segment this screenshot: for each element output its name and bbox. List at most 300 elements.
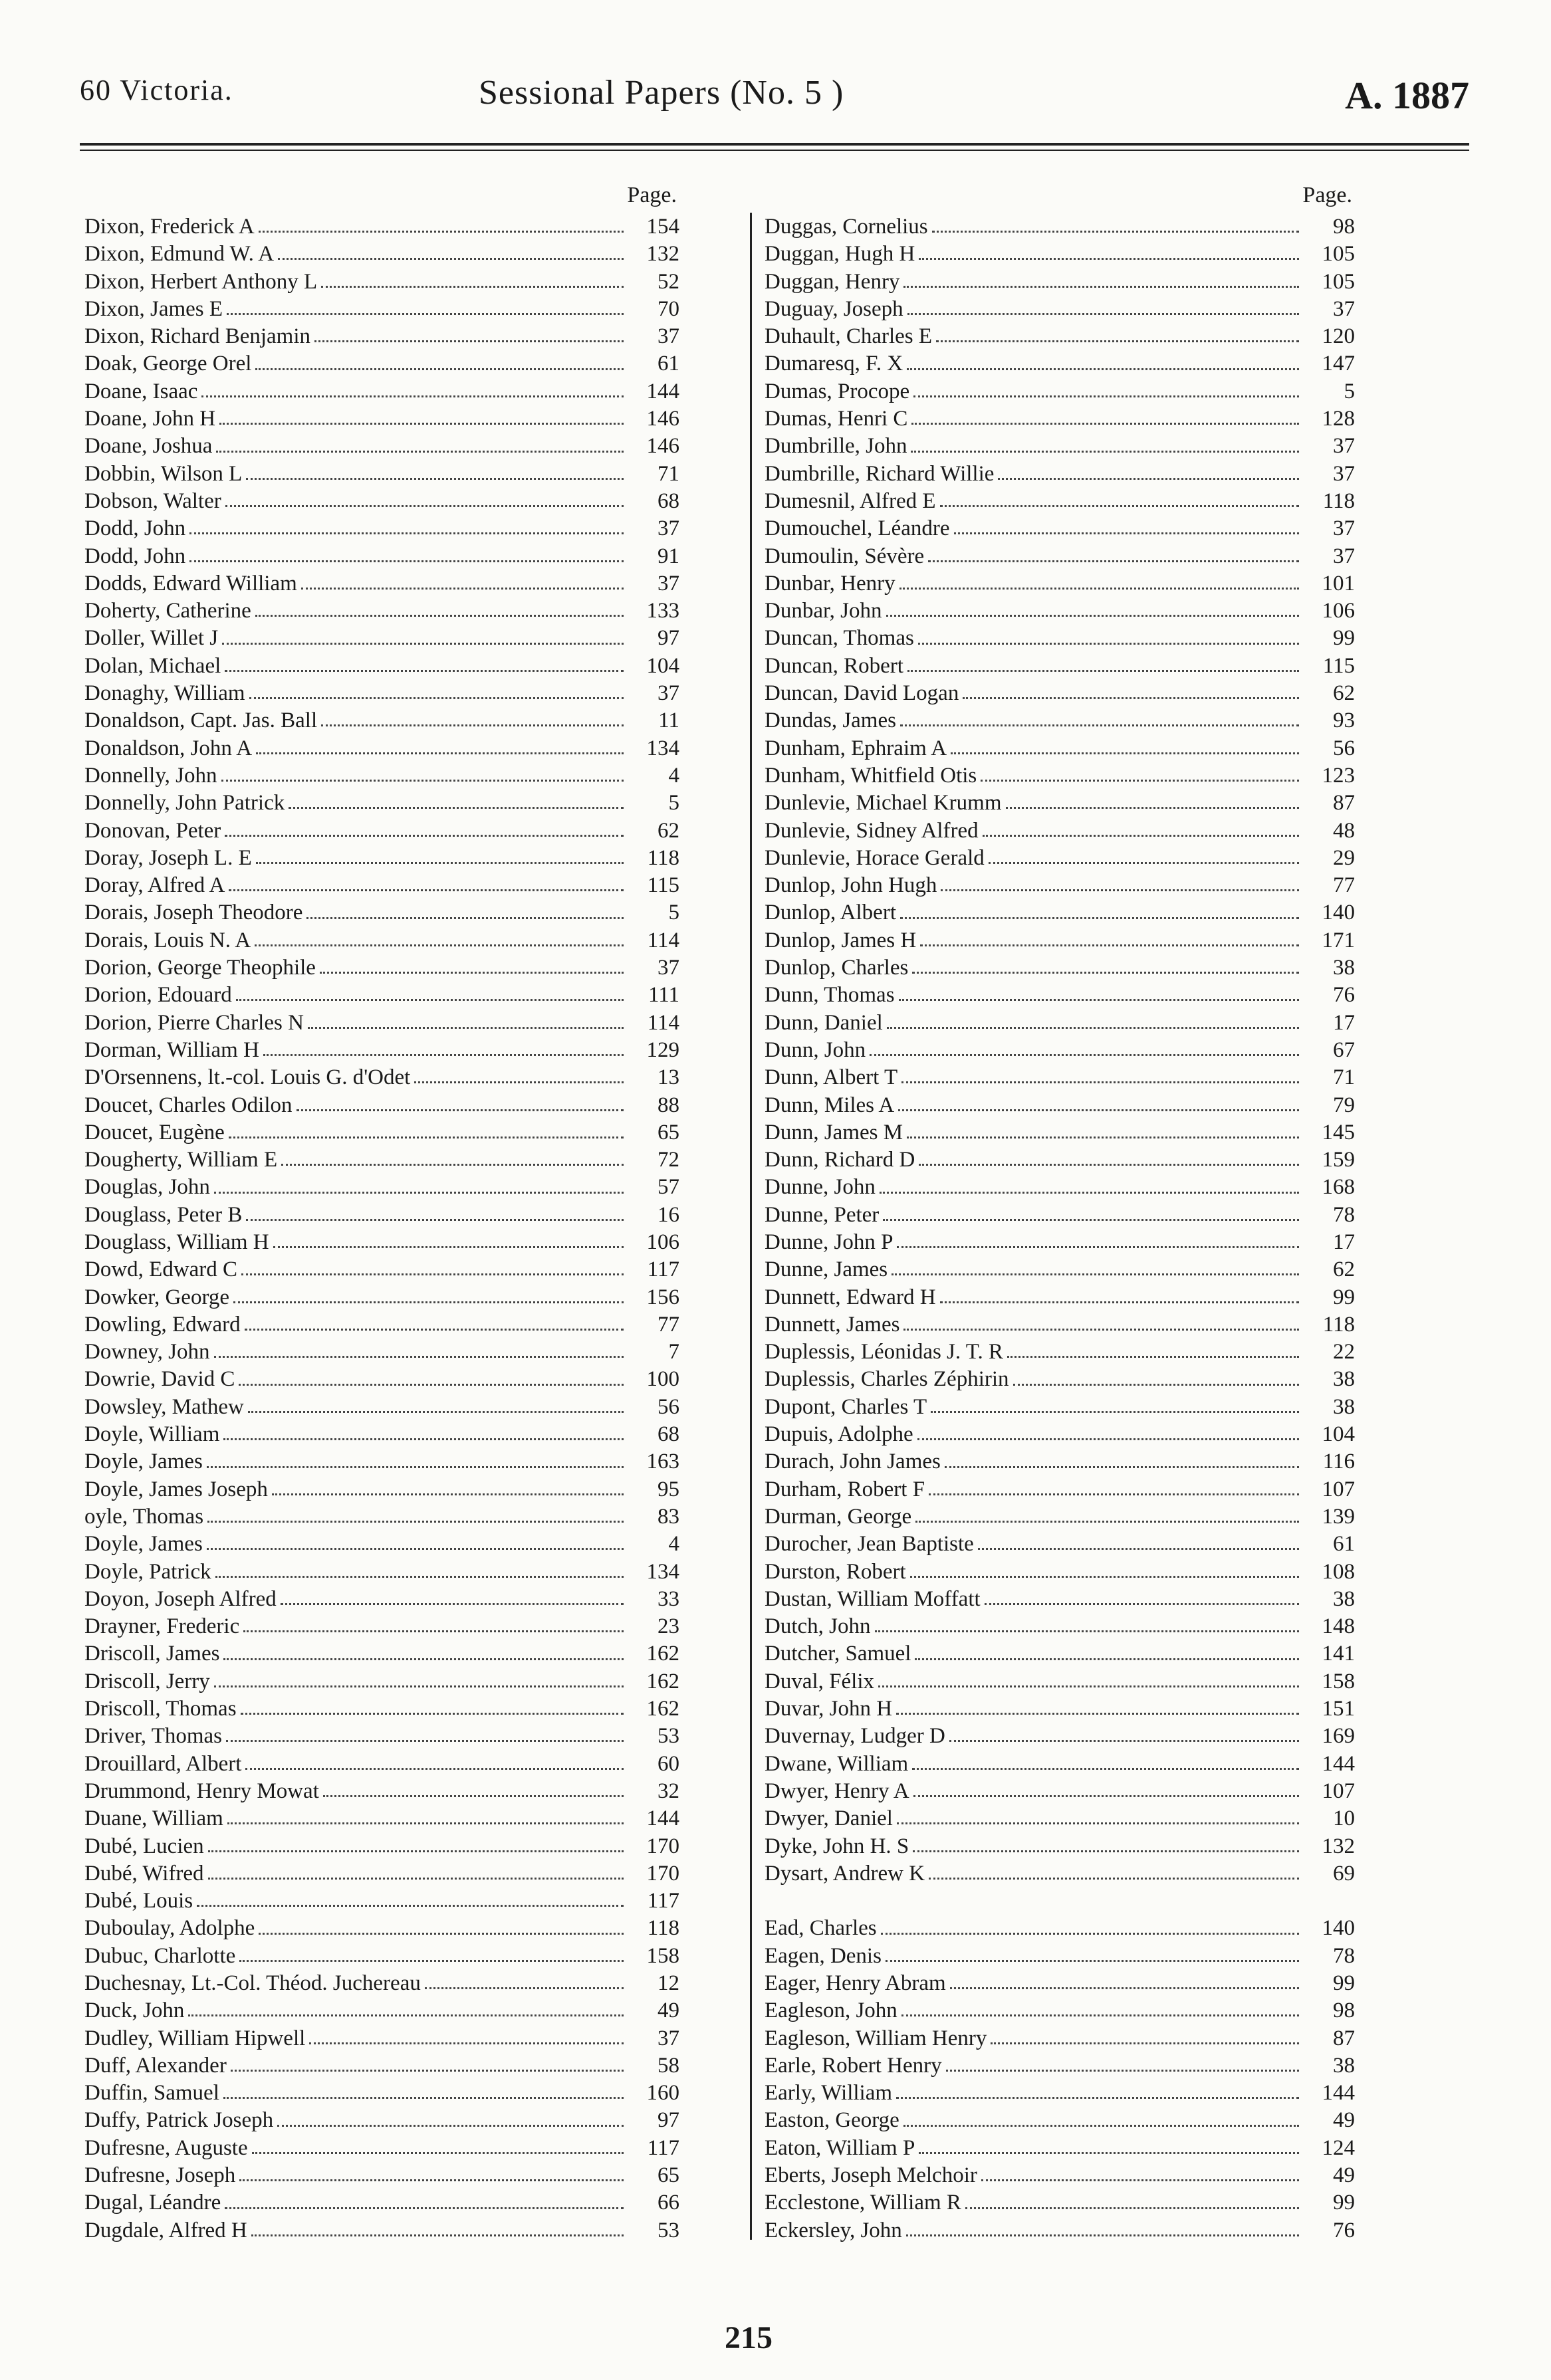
entry-name: Doucet, Eugène — [84, 1120, 225, 1144]
index-entry — [84, 2189, 679, 2217]
entry-page: 100 — [646, 1367, 679, 1392]
entry-name: Dunlop, Albert — [765, 901, 896, 925]
dot-leader — [245, 1768, 624, 1770]
dot-leader — [189, 560, 624, 562]
entry-name: Dunn, Daniel — [765, 1010, 883, 1035]
entry-name: Dowsley, Mathew — [84, 1394, 244, 1419]
index-entry — [84, 1229, 679, 1256]
dot-leader — [883, 1219, 1299, 1221]
dot-leader — [188, 2014, 624, 2016]
entry-name: Dumas, Procope — [765, 379, 910, 403]
entry-name: Duchesnay, Lt.-Col. Théod. Juchereau — [84, 1971, 421, 1995]
dot-leader — [207, 1521, 624, 1523]
entry-name: Dwane, William — [765, 1751, 909, 1776]
entry-name: Dwyer, Henry A — [765, 1779, 909, 1803]
index-entry — [765, 927, 1355, 954]
entry-page: 17 — [1333, 1010, 1355, 1035]
index-entry — [765, 707, 1355, 734]
dot-leader — [907, 670, 1299, 672]
dot-leader — [910, 1576, 1299, 1578]
entry-name: Ecclestone, William R — [765, 2191, 961, 2215]
dot-leader — [913, 1795, 1299, 1797]
dot-leader — [897, 1246, 1299, 1248]
index-entry — [765, 1064, 1355, 1091]
page-column-heading: Page. — [627, 183, 677, 207]
entry-name: Eberts, Joseph Melchoir — [765, 2163, 977, 2188]
entry-page: 76 — [1333, 2218, 1355, 2242]
entry-name: Dolan, Michael — [84, 653, 221, 678]
index-entry — [84, 1339, 679, 1366]
dot-leader — [207, 1466, 624, 1468]
index-entry — [84, 570, 679, 597]
index-entry — [84, 1064, 679, 1091]
index-entry — [84, 1695, 679, 1723]
entry-page: 5 — [1344, 379, 1355, 403]
entry-page: 97 — [657, 2108, 679, 2133]
index-entry — [84, 1311, 679, 1339]
entry-name: Dubé, Wifred — [84, 1861, 204, 1886]
index-entry — [765, 1778, 1355, 1805]
entry-name: Dupuis, Adolphe — [765, 1422, 913, 1447]
entry-name: Dunn, James M — [765, 1120, 903, 1144]
dot-leader — [221, 780, 624, 782]
entry-page: 29 — [1333, 845, 1355, 870]
entry-page: 37 — [1333, 296, 1355, 321]
header-rule-thin — [80, 150, 1469, 151]
index-entry — [765, 543, 1355, 570]
entry-page: 133 — [646, 599, 679, 623]
index-entry — [84, 2135, 679, 2162]
index-entry — [765, 2025, 1355, 2052]
dot-leader — [223, 1438, 624, 1440]
entry-name: Dorais, Joseph Theodore — [84, 901, 303, 925]
index-entry — [84, 405, 679, 433]
index-entry — [84, 1778, 679, 1805]
entry-page: 144 — [646, 379, 679, 403]
dot-leader — [216, 451, 624, 453]
entry-name: Duhault, Charles E — [765, 324, 933, 349]
dot-leader — [255, 368, 624, 370]
dot-leader — [940, 505, 1299, 507]
index-entry — [84, 845, 679, 872]
entry-name: Durham, Robert F — [765, 1477, 925, 1501]
entry-page: 62 — [1333, 681, 1355, 706]
dot-leader — [998, 478, 1299, 480]
entry-name: Dixon, Herbert Anthony L — [84, 269, 318, 294]
index-entry — [84, 2025, 679, 2052]
dot-leader — [246, 1219, 624, 1221]
entry-page: 65 — [657, 1120, 679, 1144]
dot-leader — [255, 615, 624, 617]
entry-name: Eager, Henry Abram — [765, 1971, 946, 1995]
dot-leader — [907, 368, 1299, 370]
entry-page: 65 — [657, 2163, 679, 2188]
entry-name: Dixon, James E — [84, 296, 223, 321]
entry-name: Durman, George — [765, 1504, 912, 1529]
index-entry — [765, 2189, 1355, 2217]
dot-leader — [233, 1301, 624, 1303]
entry-page: 158 — [1322, 1669, 1355, 1693]
index-entry — [84, 1174, 679, 1201]
dot-leader — [321, 724, 624, 726]
index-entry — [84, 433, 679, 460]
index-entry — [765, 1146, 1355, 1174]
entry-name: Donaldson, Capt. Jas. Ball — [84, 708, 318, 733]
index-entry — [765, 1311, 1355, 1339]
entry-page: 77 — [1333, 873, 1355, 898]
index-entry — [84, 1421, 679, 1448]
dot-leader — [272, 1493, 624, 1495]
index-entry — [84, 241, 679, 268]
index-entry — [84, 954, 679, 982]
entry-name: Dunlop, Charles — [765, 956, 909, 980]
entry-page: 148 — [1322, 1614, 1355, 1639]
entry-page: 62 — [657, 818, 679, 843]
entry-name: Early, William — [765, 2081, 893, 2106]
dot-leader — [946, 2070, 1299, 2072]
index-entry — [765, 515, 1355, 542]
dot-leader — [920, 944, 1299, 946]
entry-page: 58 — [657, 2053, 679, 2078]
entry-name: Dutch, John — [765, 1614, 871, 1639]
entry-name: Dodd, John — [84, 544, 186, 568]
entry-name: Duck, John — [84, 1999, 185, 2023]
dot-leader — [906, 2234, 1299, 2236]
entry-name: Duff, Alexander — [84, 2053, 227, 2078]
dot-leader — [900, 724, 1299, 726]
entry-page: 38 — [1333, 956, 1355, 980]
entry-name: Dunlevie, Sidney Alfred — [765, 818, 979, 843]
entry-page: 95 — [657, 1477, 679, 1501]
entry-name: Dwyer, Daniel — [765, 1806, 893, 1831]
index-entry — [84, 1448, 679, 1475]
entry-page: 101 — [1322, 571, 1355, 595]
entry-page: 97 — [657, 626, 679, 651]
entry-name: Durston, Robert — [765, 1559, 906, 1584]
entry-page: 37 — [657, 956, 679, 980]
entry-name: Downey, John — [84, 1340, 210, 1364]
dot-leader — [919, 258, 1299, 260]
dot-leader — [256, 862, 624, 864]
entry-page: 106 — [1322, 599, 1355, 623]
index-entry — [84, 1037, 679, 1064]
entry-name: Duffin, Samuel — [84, 2081, 219, 2106]
index-entry — [765, 269, 1355, 296]
entry-name: Douglass, Peter B — [84, 1202, 243, 1227]
entry-page: 105 — [1322, 269, 1355, 294]
entry-name: Dunlop, James H — [765, 928, 917, 952]
entry-name: Dunnett, James — [765, 1312, 900, 1337]
dot-leader — [919, 2152, 1299, 2154]
entry-name: Dodd, John — [84, 516, 186, 541]
entry-page: 49 — [657, 1999, 679, 2023]
entry-name: Donovan, Peter — [84, 818, 221, 843]
entry-name: Doyle, James — [84, 1532, 203, 1557]
index-entry — [765, 597, 1355, 625]
dot-leader — [320, 972, 624, 974]
entry-page: 49 — [1333, 2108, 1355, 2133]
index-entry — [84, 1860, 679, 1888]
dot-leader — [912, 1768, 1299, 1770]
entry-page: 76 — [1333, 983, 1355, 1008]
entry-page: 151 — [1322, 1697, 1355, 1721]
entry-name: Dorais, Louis N. A — [84, 928, 251, 952]
index-entry — [84, 1970, 679, 1997]
dot-leader — [928, 560, 1299, 562]
dot-leader — [273, 1246, 624, 1248]
entry-page: 32 — [657, 1779, 679, 1803]
dot-leader — [219, 423, 624, 425]
dot-leader — [229, 889, 624, 891]
dot-leader — [208, 1850, 624, 1852]
dot-leader — [1013, 1384, 1299, 1386]
entry-name: Doray, Joseph L. E — [84, 845, 252, 870]
index-entry — [84, 680, 679, 707]
entry-name: Dufresne, Joseph — [84, 2163, 236, 2188]
entry-page: 140 — [1322, 1916, 1355, 1941]
entry-name: Doyle, Patrick — [84, 1559, 211, 1584]
index-entry — [765, 1448, 1355, 1475]
dot-leader — [249, 697, 624, 699]
dot-leader — [932, 231, 1299, 233]
entry-name: Drouillard, Albert — [84, 1751, 242, 1776]
index-entry — [84, 2162, 679, 2189]
entry-page: 78 — [1333, 1202, 1355, 1227]
entry-name: Duvar, John H — [765, 1697, 893, 1721]
entry-name: Doyle, James Joseph — [84, 1477, 268, 1501]
dot-leader — [941, 889, 1299, 891]
entry-name: Dodds, Edward William — [84, 571, 297, 595]
entry-name: Dowling, Edward — [84, 1312, 241, 1337]
entry-page: 163 — [646, 1450, 679, 1474]
entry-name: Eckersley, John — [765, 2218, 902, 2242]
entry-page: 129 — [646, 1037, 679, 1062]
index-entry — [84, 543, 679, 570]
dot-leader — [225, 670, 624, 672]
dot-leader — [314, 340, 624, 342]
index-entry — [765, 1970, 1355, 1997]
index-entry — [765, 1668, 1355, 1695]
dot-leader — [259, 231, 624, 233]
entry-page: 61 — [657, 352, 679, 376]
entry-page: 71 — [1333, 1065, 1355, 1090]
index-entry — [765, 1229, 1355, 1256]
index-entry — [765, 2107, 1355, 2134]
entry-page: 37 — [657, 324, 679, 349]
index-entry — [84, 1010, 679, 1037]
index-entry — [765, 1695, 1355, 1723]
entry-page: 145 — [1322, 1120, 1355, 1144]
dot-leader — [901, 2014, 1299, 2016]
dot-leader — [903, 2125, 1299, 2127]
entry-page: 146 — [646, 434, 679, 459]
entry-name: Dunnett, Edward H — [765, 1285, 936, 1309]
entry-name: Durocher, Jean Baptiste — [765, 1532, 974, 1557]
entry-name: Dunne, James — [765, 1257, 888, 1282]
index-entry — [765, 2217, 1355, 2244]
index-entry — [765, 1339, 1355, 1366]
entry-page: 162 — [646, 1697, 679, 1721]
index-entry — [765, 570, 1355, 597]
dot-leader — [256, 752, 624, 754]
dot-leader — [915, 1521, 1299, 1523]
entry-page: 49 — [1333, 2163, 1355, 2188]
entry-name: Dobson, Walter — [84, 488, 221, 513]
entry-name: Dumaresq, F. X — [765, 352, 903, 376]
dot-leader — [907, 313, 1299, 315]
entry-name: Dubuc, Charlotte — [84, 1943, 236, 1968]
entry-page: 83 — [657, 1504, 679, 1529]
entry-page: 98 — [1333, 215, 1355, 239]
index-entry — [84, 1723, 679, 1750]
entry-name: Ead, Charles — [765, 1916, 877, 1941]
index-entry — [765, 1751, 1355, 1778]
entry-name: Dorion, Pierre Charles N — [84, 1010, 304, 1035]
entry-name: Dixon, Edmund W. A — [84, 242, 275, 267]
index-entry — [765, 982, 1355, 1009]
dot-leader — [940, 1301, 1299, 1303]
index-entry — [84, 1559, 679, 1586]
dot-leader — [929, 1878, 1299, 1880]
index-entry — [765, 817, 1355, 845]
entry-name: Duvernay, Ludger D — [765, 1724, 945, 1749]
dot-leader — [321, 286, 624, 288]
dot-leader — [229, 1136, 624, 1138]
dot-leader — [214, 1685, 624, 1687]
index-entry — [84, 296, 679, 323]
dot-leader — [425, 1987, 624, 1989]
header-year: A. 1887 — [1345, 74, 1469, 117]
dot-leader — [197, 1905, 624, 1907]
dot-leader — [222, 643, 624, 645]
entry-page: 69 — [1333, 1861, 1355, 1886]
entry-name: Drayner, Frederic — [84, 1614, 240, 1639]
dot-leader — [991, 2042, 1299, 2044]
dot-leader — [899, 999, 1299, 1001]
index-entry — [84, 2052, 679, 2080]
dot-leader — [919, 1164, 1299, 1166]
dot-leader — [214, 1356, 624, 1358]
entry-page: 114 — [647, 928, 679, 952]
index-entry — [765, 1119, 1355, 1146]
dot-leader — [978, 1548, 1299, 1550]
dot-leader — [259, 1933, 624, 1935]
dot-leader — [208, 1878, 624, 1880]
entry-page: 37 — [1333, 461, 1355, 486]
index-entry — [765, 653, 1355, 680]
index-entry — [84, 1476, 679, 1503]
entry-page: 7 — [668, 1340, 679, 1364]
dot-leader — [931, 1411, 1299, 1413]
entry-name: Eagleson, William Henry — [765, 2026, 987, 2050]
index-entry — [765, 1915, 1355, 1942]
entry-page: 48 — [1333, 818, 1355, 843]
entry-name: Dobbin, Wilson L — [84, 461, 243, 486]
dot-leader — [896, 1713, 1299, 1715]
header-rule-thick — [80, 143, 1469, 146]
entry-name: Duffy, Patrick Joseph — [84, 2108, 274, 2133]
entry-name: Dubé, Louis — [84, 1889, 193, 1913]
entry-page: 79 — [1333, 1093, 1355, 1117]
entry-page: 68 — [657, 1422, 679, 1447]
entry-name: Doane, Isaac — [84, 379, 198, 403]
entry-page: 17 — [1333, 1230, 1355, 1254]
entry-name: Duval, Félix — [765, 1669, 874, 1693]
dot-leader — [875, 1630, 1300, 1632]
entry-page: 78 — [1333, 1943, 1355, 1968]
index-entry — [765, 2080, 1355, 2107]
dot-leader — [886, 615, 1300, 617]
index-entry — [765, 241, 1355, 268]
entry-page: 116 — [1322, 1450, 1355, 1474]
dot-leader — [227, 313, 624, 315]
entry-page: 67 — [1333, 1037, 1355, 1062]
index-entry — [765, 378, 1355, 405]
entry-name: Eaton, William P — [765, 2135, 915, 2160]
index-entry — [765, 1860, 1355, 1888]
index-entry — [765, 461, 1355, 488]
index-entry — [84, 1833, 679, 1860]
dot-leader — [223, 2097, 624, 2099]
entry-page: 118 — [647, 1916, 679, 1941]
entry-page: 37 — [657, 2026, 679, 2050]
index-entry — [84, 982, 679, 1009]
dot-leader — [251, 2234, 624, 2236]
entry-page: 108 — [1322, 1559, 1355, 1584]
index-entry — [765, 625, 1355, 652]
dot-leader — [214, 1192, 624, 1194]
entry-page: 168 — [1322, 1175, 1355, 1200]
entry-name: Duane, William — [84, 1806, 223, 1831]
dot-leader — [252, 2152, 624, 2154]
index-entry — [84, 817, 679, 845]
dot-leader — [901, 1081, 1299, 1083]
dot-leader — [223, 1658, 624, 1660]
index-entry — [84, 1531, 679, 1558]
index-entry — [765, 1421, 1355, 1448]
entry-page: 68 — [657, 488, 679, 513]
index-entry — [765, 2162, 1355, 2189]
dot-leader — [981, 2179, 1299, 2181]
index-entry — [765, 899, 1355, 926]
dot-leader — [246, 478, 624, 480]
index-entry — [765, 1833, 1355, 1860]
index-entry — [84, 1092, 679, 1119]
dot-leader — [917, 1438, 1299, 1440]
entry-name: Dunham, Ephraim A — [765, 736, 947, 760]
entry-name: Dunne, Peter — [765, 1202, 880, 1227]
entry-page: 162 — [646, 1642, 679, 1666]
dot-leader — [201, 395, 624, 397]
entry-name: Donnelly, John Patrick — [84, 791, 285, 815]
entry-name: Driscoll, James — [84, 1642, 220, 1666]
entry-page: 87 — [1333, 2026, 1355, 2050]
entry-name: Doucet, Charles Odilon — [84, 1093, 293, 1117]
entry-page: 16 — [657, 1202, 679, 1227]
index-entry — [84, 1888, 679, 1915]
dot-leader — [225, 505, 624, 507]
index-entry — [765, 488, 1355, 515]
dot-leader — [913, 1850, 1299, 1852]
page-header — [80, 73, 1469, 126]
index-entry — [84, 1366, 679, 1393]
entry-page: 23 — [657, 1614, 679, 1639]
entry-page: 77 — [657, 1312, 679, 1337]
entry-name: Doane, Joshua — [84, 434, 213, 459]
entry-page: 5 — [668, 901, 679, 925]
entry-name: Douglas, John — [84, 1175, 210, 1200]
dot-leader — [903, 286, 1299, 288]
